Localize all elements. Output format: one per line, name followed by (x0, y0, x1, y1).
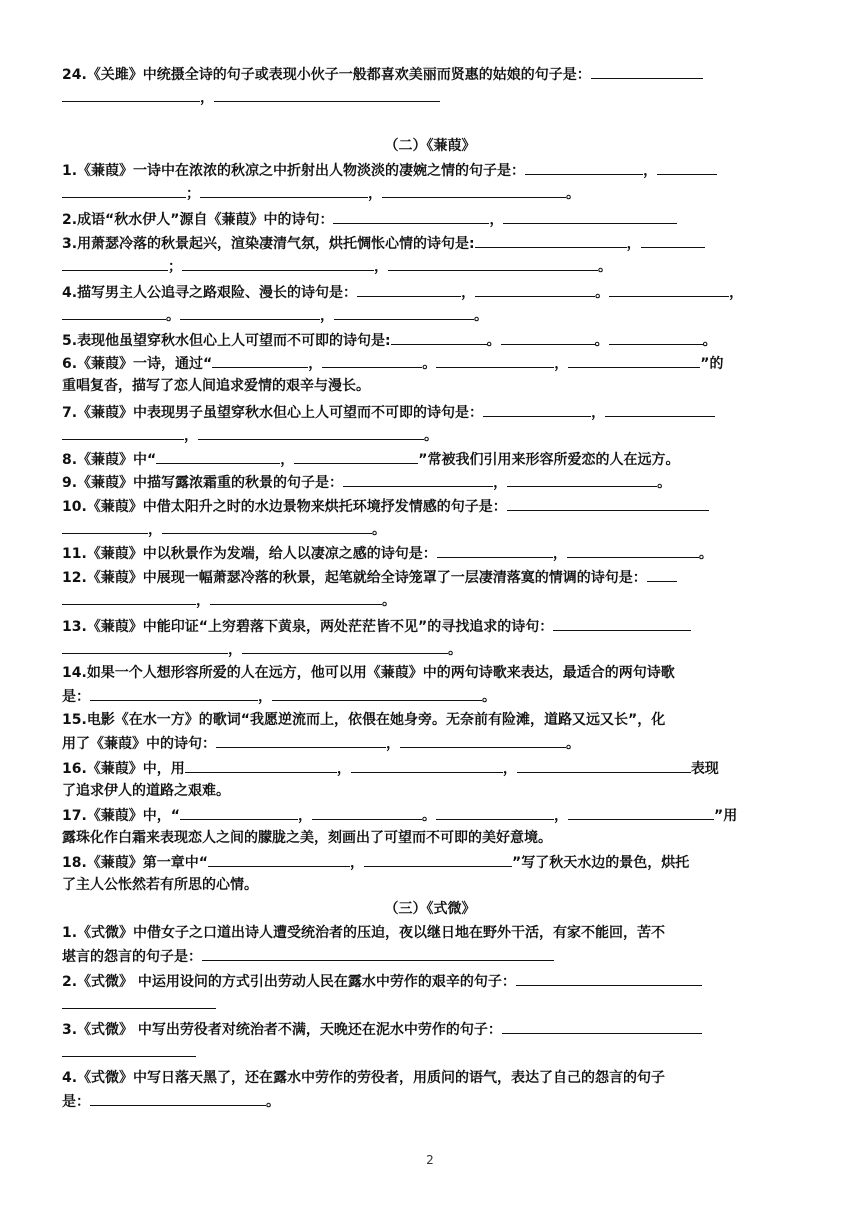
answer-blank[interactable] (334, 305, 474, 320)
punct-comma: ， (386, 736, 400, 752)
question-j11 (62, 543, 800, 564)
punct-period: 。 (422, 808, 437, 824)
question-number: 3. (62, 1022, 78, 1038)
answer-blank[interactable] (162, 519, 372, 534)
punct-period: 。 (482, 689, 496, 705)
answer-blank[interactable] (62, 87, 200, 102)
punct-semicolon: ； (186, 186, 200, 202)
punct-semicolon: ； (168, 259, 182, 275)
punct-comma: ， (228, 642, 242, 658)
punct-comma: ， (461, 285, 476, 301)
question-text: 用了《蒹葭》中的诗句： (62, 736, 216, 752)
question-s2 (62, 971, 800, 992)
question-j1 (62, 160, 800, 181)
answer-blank[interactable] (200, 183, 368, 198)
answer-blank[interactable] (62, 256, 168, 271)
answer-blank[interactable] (62, 590, 196, 605)
question-text: 《蒹葭》中表现男子虽望穿秋水但心上人可望而不可即的诗句是： (77, 405, 484, 421)
question-text: 了主人公怅然若有所思的心情。 (62, 877, 258, 893)
answer-blank[interactable] (388, 256, 598, 271)
punct-comma: ， (320, 308, 334, 324)
punct-comma: ， (643, 163, 658, 179)
punct-period: 。 (566, 186, 580, 202)
answer-blank[interactable] (242, 639, 448, 654)
answer-blank[interactable] (62, 183, 186, 198)
answer-blank[interactable] (436, 353, 554, 368)
answer-blank[interactable] (567, 543, 699, 558)
question-text: 表现 (690, 761, 719, 777)
question-number: 2. (62, 974, 78, 990)
question-j15-cont (62, 733, 800, 754)
question-number: 13. (62, 619, 87, 635)
question-j7 (62, 402, 800, 423)
answer-blank[interactable] (272, 686, 482, 701)
answer-blank[interactable] (502, 1019, 702, 1034)
question-text: 《蒹葭》中借太阳升之时的水边景物来烘托环境抒发情感的句子是： (86, 499, 507, 515)
question-number: 5. (62, 333, 78, 349)
question-j3 (62, 233, 800, 254)
answer-blank[interactable] (568, 353, 700, 368)
question-24-cont (62, 87, 800, 108)
question-text: 成语“秋水伊人”源自《蒹葭》中的诗句： (77, 212, 334, 228)
question-text: 是： (62, 1094, 90, 1110)
question-text: 《蒹葭》中展现一幅萧瑟冷落的秋景，起笔就给全诗笼罩了一层凄清落寞的情调的诗句是： (86, 570, 647, 586)
question-number: 10. (62, 499, 87, 515)
answer-blank[interactable] (400, 733, 566, 748)
answer-blank[interactable] (90, 686, 258, 701)
answer-blank[interactable] (475, 233, 627, 248)
answer-blank[interactable] (214, 87, 440, 102)
answer-blank[interactable] (483, 402, 591, 417)
question-j12 (62, 567, 800, 588)
question-j15 (62, 710, 800, 730)
answer-blank[interactable] (312, 805, 422, 820)
question-j9 (62, 472, 800, 493)
question-number: 7. (62, 405, 78, 421)
punct-period: 。 (382, 593, 396, 609)
question-j4-cont (62, 305, 800, 326)
answer-blank[interactable] (216, 733, 386, 748)
question-text: 《蒹葭》一诗中在浓浓的秋凉之中折射出人物淡淡的凄婉之情的句子是： (77, 163, 526, 179)
answer-blank[interactable] (357, 282, 461, 297)
answer-blank[interactable] (210, 590, 382, 605)
question-text: 《式微》 中运用设问的方式引出劳动人民在露水中劳作的艰辛的句子： (77, 974, 516, 990)
answer-blank[interactable] (343, 472, 493, 487)
answer-blank[interactable] (516, 971, 702, 986)
question-text: ”写了秋天水边的景色，烘托 (512, 855, 690, 871)
punct-period: 。 (698, 546, 713, 562)
question-number: 1. (62, 163, 78, 179)
question-j17 (62, 805, 800, 826)
question-number: 4. (62, 285, 78, 301)
question-j14 (62, 663, 800, 683)
question-number: 12. (62, 570, 87, 586)
answer-blank[interactable] (90, 1091, 266, 1106)
question-j13-cont (62, 639, 800, 660)
question-j12-cont (62, 590, 800, 611)
question-number: 18. (62, 855, 87, 871)
question-j10 (62, 496, 800, 517)
punct-period: 。 (594, 333, 609, 349)
question-s2-cont (62, 994, 800, 1015)
answer-blank[interactable] (647, 567, 677, 582)
question-j18-cont (62, 875, 800, 895)
question-text: 《蒹葭》中“ (77, 452, 157, 468)
question-text: 如果一个人想形容所爱的人在远方，他可以用《蒹葭》中的两句诗歌来表达，最适合的两句诗歌 (86, 665, 675, 681)
answer-blank[interactable] (605, 402, 715, 417)
answer-blank[interactable] (568, 805, 714, 820)
question-j17-cont (62, 828, 800, 848)
question-number: 2. (62, 212, 78, 228)
question-number: 16. (62, 761, 87, 777)
question-text: 《式微》中借女子之口道出诗人遭受统治者的压迫，夜以继日地在野外干活，有家不能回，苦不 (77, 925, 666, 941)
question-j3-cont (62, 256, 800, 277)
answer-blank[interactable] (180, 305, 320, 320)
punct-comma: ， (489, 212, 504, 228)
answer-blank[interactable] (437, 543, 553, 558)
answer-blank[interactable] (475, 282, 595, 297)
question-number: 3. (62, 236, 78, 252)
question-j8 (62, 449, 800, 470)
question-number: 1. (62, 925, 78, 941)
question-text: ”的 (700, 356, 724, 372)
punct-comma: ， (308, 356, 323, 372)
punct-comma: ， (368, 186, 382, 202)
punct-period: 。 (595, 285, 610, 301)
question-j18 (62, 852, 800, 873)
punct-period: 。 (566, 736, 580, 752)
answer-blank[interactable] (202, 946, 554, 961)
question-text: 《蒹葭》中，“ (86, 808, 181, 824)
question-text: 是： (62, 689, 90, 705)
question-number: 6. (62, 356, 78, 372)
punct-comma: ， (280, 452, 295, 468)
answer-blank[interactable] (62, 1042, 196, 1057)
question-text: 露珠化作白霜来表现恋人之间的朦胧之美，刻画出了可望而不可即的美好意境。 (62, 830, 552, 846)
question-j16 (62, 758, 800, 779)
question-text: 《蒹葭》中能印证“上穷碧落下黄泉，两处茫茫皆不见”的寻找追求的诗句： (86, 619, 554, 635)
punct-period: 。 (422, 356, 437, 372)
punct-comma: ， (258, 689, 272, 705)
punct-period: 。 (372, 522, 386, 538)
punct-period: 。 (474, 308, 488, 324)
punct-comma: ， (502, 761, 517, 777)
answer-blank[interactable] (62, 519, 148, 534)
answer-blank[interactable] (62, 994, 216, 1009)
question-j4 (62, 282, 800, 303)
answer-blank[interactable] (62, 305, 166, 320)
punct-comma: ， (374, 259, 388, 275)
question-number: 9. (62, 475, 78, 491)
question-text: 《式微》 中写出劳役者对统治者不满，天晚还在泥水中劳作的句子： (77, 1022, 502, 1038)
question-s3-cont (62, 1042, 800, 1063)
question-text: 《蒹葭》中以秋景作为发端，给人以凄凉之感的诗句是： (86, 546, 437, 562)
question-text: 《蒹葭》中描写露浓霜重的秋景的句子是： (77, 475, 344, 491)
question-s1 (62, 923, 800, 943)
question-j14-cont (62, 686, 800, 707)
question-j6 (62, 353, 800, 374)
question-number: 17. (62, 808, 87, 824)
question-text: 堪言的怨言的句子是： (62, 949, 202, 965)
answer-blank[interactable] (294, 449, 418, 464)
question-j6-cont (62, 376, 800, 396)
answer-blank[interactable] (591, 64, 703, 79)
question-text: 《蒹葭》中，用 (86, 761, 185, 777)
question-text: 重唱复沓，描写了恋人间追求爱情的艰辛与漫长。 (62, 378, 370, 394)
punct-period: 。 (657, 475, 672, 491)
question-24 (62, 64, 800, 85)
punct-comma: ， (554, 808, 569, 824)
answer-blank[interactable] (609, 330, 703, 345)
answer-blank[interactable] (364, 852, 512, 867)
punct-comma: ， (336, 761, 351, 777)
question-j7-cont (62, 425, 800, 446)
answer-blank[interactable] (208, 852, 350, 867)
punct-comma: ， (493, 475, 508, 491)
answer-blank[interactable] (525, 160, 643, 175)
answer-blank[interactable] (62, 639, 228, 654)
punct-period: 。 (702, 333, 717, 349)
question-j2 (62, 209, 800, 230)
question-s4 (62, 1068, 800, 1088)
answer-blank[interactable] (641, 233, 705, 248)
punct-period: 。 (424, 428, 438, 444)
question-number: 8. (62, 452, 78, 468)
punct-period: 。 (598, 259, 612, 275)
answer-blank[interactable] (507, 496, 709, 511)
answer-blank[interactable] (185, 758, 337, 773)
question-number: 14. (62, 665, 87, 681)
punct-comma: ， (554, 356, 569, 372)
answer-blank[interactable] (507, 472, 657, 487)
question-text: 电影《在水一方》的歌词“我愿逆流而上，依偎在她身旁。无奈前有险滩，道路又远又长”，化 (86, 712, 666, 728)
punct-comma: ， (200, 90, 214, 106)
question-text: ”常被我们引用来形容所爱恋的人在远方。 (418, 452, 680, 468)
answer-blank[interactable] (62, 425, 184, 440)
answer-blank[interactable] (609, 282, 729, 297)
punct-period: 。 (266, 1094, 280, 1110)
question-text: 《式微》中写日落天黑了，还在露水中劳作的劳役者，用质问的语气，表达了自己的怨言的句子 (77, 1070, 666, 1086)
question-j13 (62, 616, 800, 637)
punct-period: 。 (448, 642, 462, 658)
answer-blank[interactable] (180, 805, 298, 820)
punct-period: 。 (166, 308, 180, 324)
answer-blank[interactable] (322, 353, 422, 368)
question-text: 《蒹葭》第一章中“ (86, 855, 209, 871)
punct-comma: ， (729, 285, 744, 301)
answer-blank[interactable] (553, 616, 691, 631)
question-s1-cont (62, 946, 800, 967)
answer-blank[interactable] (436, 805, 554, 820)
punct-comma: ， (552, 546, 567, 562)
answer-blank[interactable] (156, 449, 280, 464)
punct-comma: ， (591, 405, 606, 421)
question-text: ”用 (714, 808, 738, 824)
answer-blank[interactable] (657, 160, 717, 175)
answer-blank[interactable] (391, 330, 487, 345)
answer-blank[interactable] (382, 183, 566, 198)
answer-blank[interactable] (182, 256, 374, 271)
question-j10-cont (62, 519, 800, 540)
question-text: 了追求伊人的道路之艰难。 (62, 783, 230, 799)
page-number: 2 (426, 1153, 434, 1167)
question-s3 (62, 1019, 800, 1040)
question-text: 描写男主人公追寻之路艰险、漫长的诗句是： (77, 285, 358, 301)
question-text: 表现他虽望穿秋水但心上人可望而不可即的诗句是: (77, 333, 391, 349)
punct-comma: ， (184, 428, 198, 444)
punct-period: 。 (486, 333, 501, 349)
answer-blank[interactable] (333, 209, 489, 224)
answer-blank[interactable] (501, 330, 595, 345)
question-number: 11. (62, 546, 87, 562)
punct-comma: ， (298, 808, 313, 824)
question-number: 24. (62, 67, 87, 83)
question-j16-cont (62, 781, 800, 801)
punct-comma: ， (196, 593, 210, 609)
answer-blank[interactable] (198, 425, 424, 440)
question-j1-cont (62, 183, 800, 204)
question-text: 《蒹葭》一诗，通过“ (77, 356, 213, 372)
section-heading-shiwei: （三）《式微》 (384, 901, 476, 917)
question-text: 用萧瑟冷落的秋景起兴，渲染凄清气氛，烘托惆怅心情的诗句是: (77, 236, 475, 252)
section-heading-jianjia: （二）《蒹葭》 (384, 138, 476, 154)
punct-comma: ， (350, 855, 365, 871)
answer-blank[interactable] (517, 758, 691, 773)
punct-comma: ， (148, 522, 162, 538)
answer-blank[interactable] (212, 353, 308, 368)
answer-blank[interactable] (351, 758, 503, 773)
answer-blank[interactable] (503, 209, 677, 224)
question-number: 15. (62, 712, 87, 728)
question-number: 4. (62, 1070, 78, 1086)
question-s4-cont (62, 1091, 800, 1112)
punct-comma: ， (626, 236, 641, 252)
question-text: 《关雎》中统摄全诗的句子或表现小伙子一般都喜欢美丽而贤惠的姑娘的句子是： (86, 67, 591, 83)
question-j5 (62, 330, 800, 351)
